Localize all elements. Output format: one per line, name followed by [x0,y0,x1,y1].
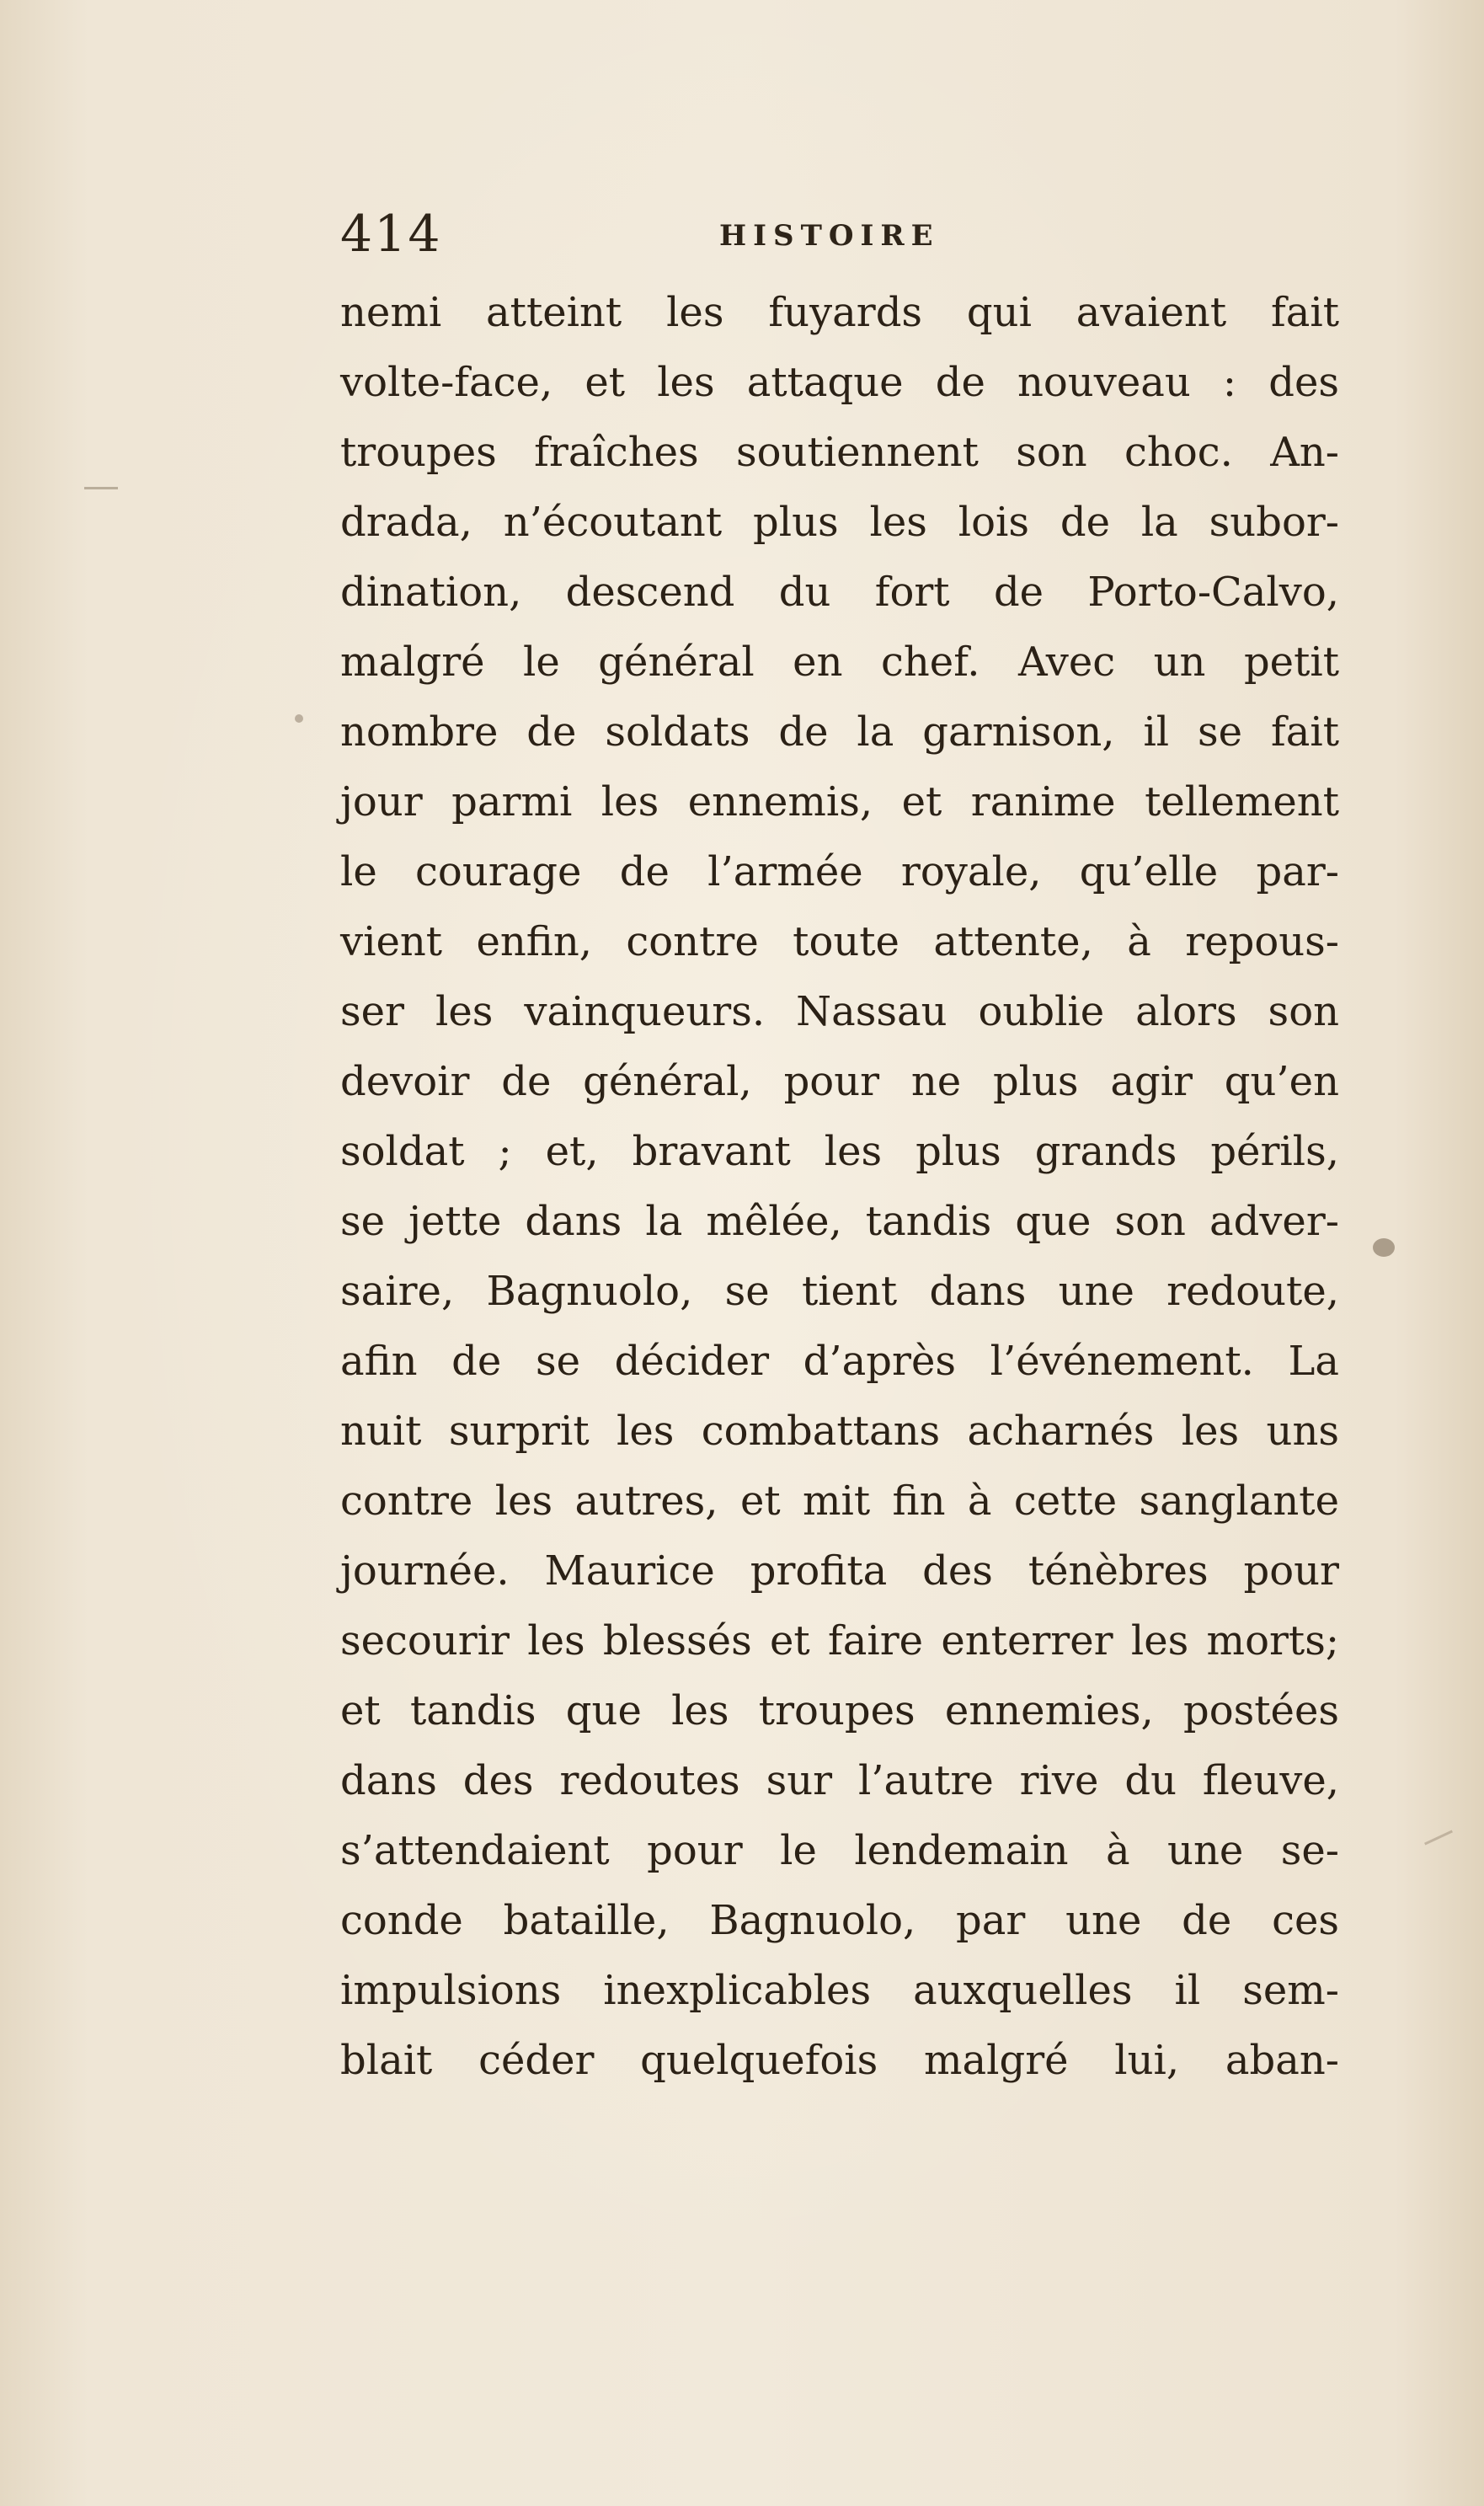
text-line: soldat ; et, bravant les plus grands périls, [340,1128,1339,1175]
text-line: drada, n’écoutant plus les lois de la subor- [340,499,1339,546]
page-header [340,200,1351,268]
paper-stain [295,714,303,723]
text-line: s’attendaient pour le lendemain à une se- [340,1827,1339,1874]
text-line: se jette dans la mêlée, tandis que son adver- [340,1198,1339,1245]
text-line: et tandis que les troupes ennemies, postées [340,1687,1339,1734]
page-number: 414 [340,205,442,264]
text-line: dans des redoutes sur l’autre rive du fleuve, [340,1757,1339,1804]
text-line: nemi atteint les fuyards qui avaient fait [340,289,1339,336]
body-text [340,278,1339,2096]
text-line: devoir de général, pour ne plus agir qu’en [340,1058,1339,1105]
text-line: conde bataille, Bagnuolo, par une de ces [340,1897,1339,1944]
margin-mark [1424,1830,1453,1846]
text-line: blait céder quelquefois malgré lui, aban- [340,2037,1339,2084]
text-line: contre les autres, et mit fin à cette sanglante [340,1477,1339,1525]
paper-stain [1373,1238,1395,1257]
text-line: vient enfin, contre toute attente, à repous- [340,918,1339,965]
text-line: journée. Maurice profita des ténèbres pour [340,1547,1339,1595]
text-line: afin de se décider d’après l’événement. La [340,1338,1339,1385]
text-line: secourir les blessés et faire enterrer les morts; [340,1617,1339,1664]
text-line: ser les vainqueurs. Nassau oublie alors son [340,988,1339,1035]
text-line: nombre de soldats de la garnison, il se fait [340,708,1339,756]
running-head: HISTOIRE [719,219,940,253]
text-line: dination, descend du fort de Porto-Calvo, [340,569,1339,616]
text-line: saire, Bagnuolo, se tient dans une redoute, [340,1268,1339,1315]
text-line: le courage de l’armée royale, qu’elle par- [340,848,1339,895]
text-line: nuit surprit les combattans acharnés les uns [340,1408,1339,1455]
margin-mark [84,487,118,489]
text-line: troupes fraîches soutiennent son choc. An- [340,429,1339,476]
text-line: impulsions inexplicables auxquelles il sem- [340,1967,1339,2014]
text-line: malgré le général en chef. Avec un petit [340,639,1339,686]
text-line: volte-face, et les attaque de nouveau : des [340,359,1339,406]
text-line: jour parmi les ennemis, et ranime tellement [340,778,1339,826]
